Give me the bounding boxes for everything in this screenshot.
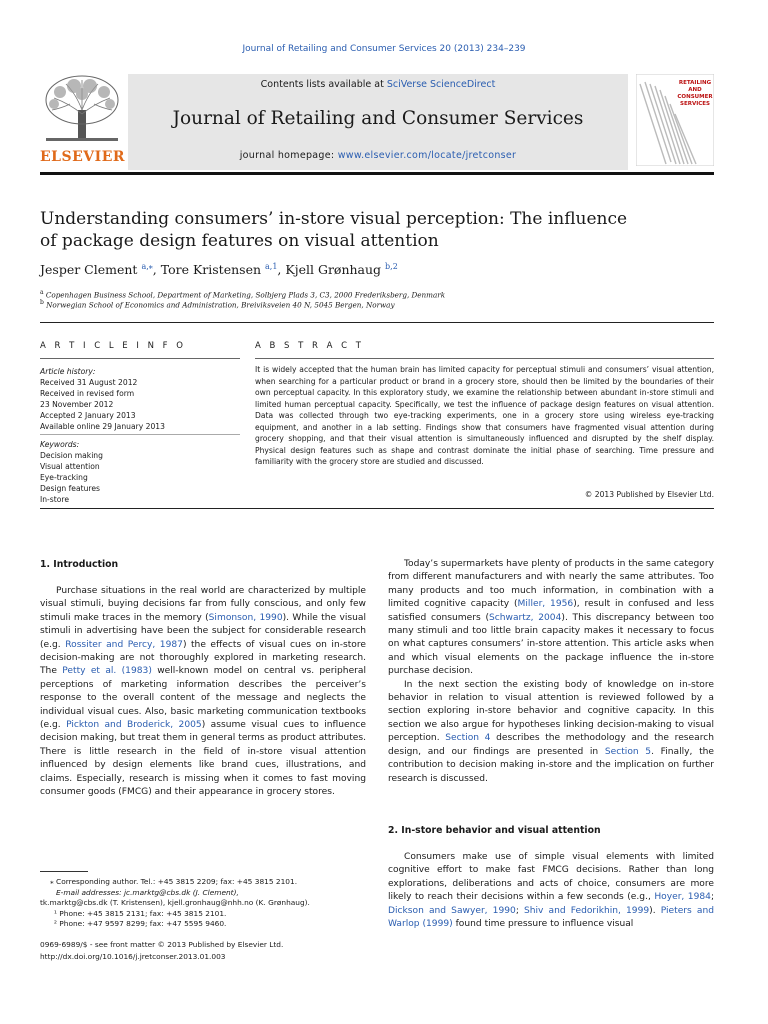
text-run: In the next section the existing body of knowledge on in-store behavior in relation to visual attention is reviewed followed by a section exploring in-store behavior and cognitive capacity. In this section we also argue for hypotheses linking decision-making to visual perception. bbox=[388, 679, 714, 744]
author-affiliation-mark[interactable]: a,1 bbox=[265, 262, 278, 271]
text-run: describes the methodology and the research design, and our findings are presented in bbox=[388, 733, 714, 757]
journal-title: Journal of Retailing and Consumer Services bbox=[172, 108, 584, 129]
keyword: Eye-tracking bbox=[40, 473, 88, 482]
issn-line: 0969-6989/$ - see front matter © 2013 Published by Elsevier Ltd. bbox=[40, 940, 284, 949]
author-list bbox=[40, 262, 398, 277]
front-matter bbox=[40, 939, 366, 962]
journal-cover-thumbnail bbox=[636, 74, 714, 166]
reference-link[interactable]: Simonson, 1990 bbox=[208, 612, 283, 623]
sciencedirect-link[interactable]: SciVerse ScienceDirect bbox=[386, 79, 496, 90]
text-run: ; bbox=[710, 892, 715, 903]
keyword: Visual attention bbox=[40, 462, 100, 471]
keywords bbox=[40, 439, 240, 505]
text-run: ). bbox=[649, 905, 661, 916]
footnote: tk.marktg@cbs.dk (T. Kristensen), kjell.gronhaug@nhh.no (K. Grønhaug). bbox=[40, 898, 310, 908]
author-separator: , bbox=[277, 262, 286, 278]
affiliation bbox=[40, 299, 395, 309]
footnote: E-mail addresses: jc.marktg@cbs.dk (J. Clement), bbox=[56, 887, 239, 897]
footnote: ¹ Phone: +45 3815 2131; fax: +45 3815 2101. bbox=[54, 908, 227, 918]
text-run: ) assume visual cues to influence decision making, but treat them in general terms as product attributes. There is little research in the field of in-store visual attention influenced by design elements like brand cues, illustrations, and claims. Especially, research is missing when it comes to fast moving consumer goods (FMCG) and their appearance in grocery stores. bbox=[40, 720, 366, 798]
author-affiliation-mark[interactable]: b,2 bbox=[385, 262, 398, 271]
section2-paragraph bbox=[388, 851, 714, 931]
author-name[interactable]: Kjell Grønhaug bbox=[285, 262, 382, 278]
text-run: . Finally, the contribution to decision making in-store and the implication on further research is discussed. bbox=[388, 746, 714, 784]
info-rule bbox=[40, 358, 240, 359]
doi-link[interactable]: http://dx.doi.org/10.1016/j.jretconser.2013.01.003 bbox=[40, 951, 226, 961]
cover-title-line: RETAILING bbox=[678, 80, 712, 86]
text-run: ), result in confused and less satisfied consumers ( bbox=[388, 599, 714, 623]
cover-title-line: CONSUMER bbox=[677, 94, 713, 100]
contents-prefix: Contents lists available at bbox=[260, 79, 387, 90]
text-run: ). While the visual stimuli in advertising have been the subject for considerable research (e.g. bbox=[40, 612, 366, 650]
reference-link[interactable]: Hoyer, 1984 bbox=[654, 892, 711, 903]
section-rule bbox=[40, 508, 714, 509]
reference-link[interactable]: Schwartz, 2004 bbox=[489, 612, 562, 623]
abstract-rule bbox=[255, 358, 714, 359]
author-separator: , bbox=[152, 262, 161, 278]
elsevier-wordmark: ELSEVIER bbox=[40, 149, 126, 165]
right-column-text bbox=[388, 558, 714, 786]
header-rule bbox=[40, 172, 714, 175]
paper-title-line: of package design features on visual attention bbox=[40, 231, 439, 251]
text-run: ; bbox=[515, 905, 524, 916]
history-item: 23 November 2012 bbox=[40, 400, 114, 409]
section-heading: 1. Introduction bbox=[40, 559, 119, 570]
paragraph bbox=[388, 558, 714, 679]
text-run: Consumers make use of simple visual elements with limited cognitive effort to make fast FMCG decisions. Rather than long explorations, deliberations and acts of choice, consumers are more likely to reach their decisions within a few seconds (e.g., bbox=[388, 852, 714, 903]
text-run: Today’s supermarkets have plenty of products in the same category from different manufacturers and with nearly the same attributes. Too many products and too much information, in combination with a limited cognitive capacity ( bbox=[388, 559, 714, 610]
history-item: Accepted 2 January 2013 bbox=[40, 411, 136, 420]
homepage-link[interactable]: www.elsevier.com/locate/jretconser bbox=[337, 150, 517, 161]
reference-link[interactable]: Petty et al. (1983) bbox=[62, 666, 152, 677]
article-info-label: A R T I C L E I N F O bbox=[40, 341, 186, 351]
section-link[interactable]: Section 5 bbox=[604, 746, 652, 757]
footnote: ² Phone: +47 9597 8299; fax: +47 5595 9460. bbox=[54, 919, 227, 929]
history-item: Available online 29 January 2013 bbox=[40, 422, 165, 431]
paper-title bbox=[40, 208, 660, 252]
keyword: Design features bbox=[40, 484, 101, 493]
footnotes bbox=[40, 877, 366, 930]
text-run: ) the effects of visual cues on in-store decision-making are not thoroughly explored in marketing research. The bbox=[40, 639, 366, 677]
abstract-label: A B S T R A C T bbox=[255, 341, 364, 351]
text-run: found time pressure to influence visual bbox=[452, 919, 634, 930]
homepage-line bbox=[128, 150, 628, 161]
paragraph bbox=[388, 851, 714, 931]
reference-link[interactable]: Dickson and Sawyer, 1990 bbox=[388, 905, 516, 916]
history-label: Article history: bbox=[40, 367, 96, 376]
keyword: In-store bbox=[40, 495, 69, 504]
copyright-notice: © 2013 Published by Elsevier Ltd. bbox=[584, 490, 714, 499]
keywords-label: Keywords: bbox=[40, 440, 80, 449]
text-run: well-known model on central vs. peripheral perceptions of marketing information describes the perceiver’s response to the overall content of the message and neglects the individual visual cues. Also, basic marketing communication textbooks (e.g. bbox=[40, 666, 367, 731]
reference-link[interactable]: Pieters and Warlop (1999) bbox=[388, 905, 714, 930]
info-divider bbox=[40, 434, 240, 435]
section-link[interactable]: Section 4 bbox=[445, 733, 491, 744]
footnote-rule bbox=[40, 871, 88, 872]
keyword: Decision making bbox=[40, 451, 103, 460]
article-history bbox=[40, 366, 240, 432]
affiliation-text: Norwegian School of Economics and Administration, Breiviksveien 40 N, 5045 Bergen, Norway bbox=[46, 300, 395, 310]
affiliation-text: Copenhagen Business School, Department of Marketing, Solbjerg Plads 3, C3, 2000 Frederiksberg, Denmark bbox=[45, 290, 446, 300]
affiliation-mark: b bbox=[40, 299, 44, 306]
history-item: Received 31 August 2012 bbox=[40, 378, 138, 387]
journal-citation[interactable]: Journal of Retailing and Consumer Services 20 (2013) 234–239 bbox=[242, 44, 526, 54]
history-item: Received in revised form bbox=[40, 389, 135, 398]
cover-title-line: SERVICES bbox=[679, 101, 710, 107]
paragraph bbox=[388, 679, 714, 786]
contents-line bbox=[128, 79, 628, 90]
reference-link[interactable]: Pickton and Broderick, 2005 bbox=[66, 720, 202, 731]
author-name[interactable]: Tore Kristensen bbox=[160, 262, 262, 278]
homepage-prefix: journal homepage: bbox=[239, 150, 338, 161]
cover-title-line: AND bbox=[688, 87, 702, 93]
text-run: Purchase situations in the real world are characterized by multiple visual stimuli, buying decisions far from fully conscious, and only few stimuli make traces in the memory ( bbox=[40, 586, 366, 623]
author-affiliation-mark[interactable]: a,⁎ bbox=[141, 262, 153, 271]
section-rule bbox=[40, 322, 714, 323]
reference-link[interactable]: Shiv and Fedorikhin, 1999 bbox=[524, 905, 650, 916]
paragraph bbox=[40, 585, 366, 800]
reference-link[interactable]: Miller, 1956 bbox=[517, 599, 574, 610]
author-name[interactable]: Jesper Clement bbox=[40, 262, 138, 278]
affiliation-mark: a bbox=[40, 289, 44, 296]
reference-link[interactable]: Rossiter and Percy, 1987 bbox=[65, 639, 183, 650]
footnote: ⁎ Corresponding author. Tel.: +45 3815 2209; fax: +45 3815 2101. bbox=[50, 877, 298, 886]
text-run: ). This discrepancy between too many stimuli and too little brain capacity makes it necessary to focus on what captures consumers’ in-store attention. This article asks when and which visual elements on the package influence the in-store purchase decision. bbox=[388, 612, 714, 677]
section-heading: 2. In-store behavior and visual attention bbox=[388, 825, 601, 836]
abstract-text: It is widely accepted that the human brain has limited capacity for perceptual stimuli and consumers’ visual attention, when searching for a particular product or brand in a grocery store, should then be limited by the boundaries of their own perceptual capacity. In this exploratory study, we examine the relationship between abundant in-store stimuli and limited human perceptual capacity. Specifically, we test the influence of package design features on visual attention. Data was collected through two eye-tracking experiments, one in a grocery store using wireless eye-tracking equipment, and another in a lab setting. Findings show that consumers have fragmented visual attention during grocery shopping, and that their visual attention is simultaneously influenced and disrupted by the shelf display. Physical design features such as shape and contrast dominate the initial phase of searching. Time pressure and familiarity with the grocery store are studied and discussed. bbox=[255, 365, 714, 466]
affiliation bbox=[40, 289, 445, 299]
paper-title-line: Understanding consumers’ in-store visual perception: The influence bbox=[40, 209, 628, 229]
intro-paragraph bbox=[40, 585, 366, 800]
